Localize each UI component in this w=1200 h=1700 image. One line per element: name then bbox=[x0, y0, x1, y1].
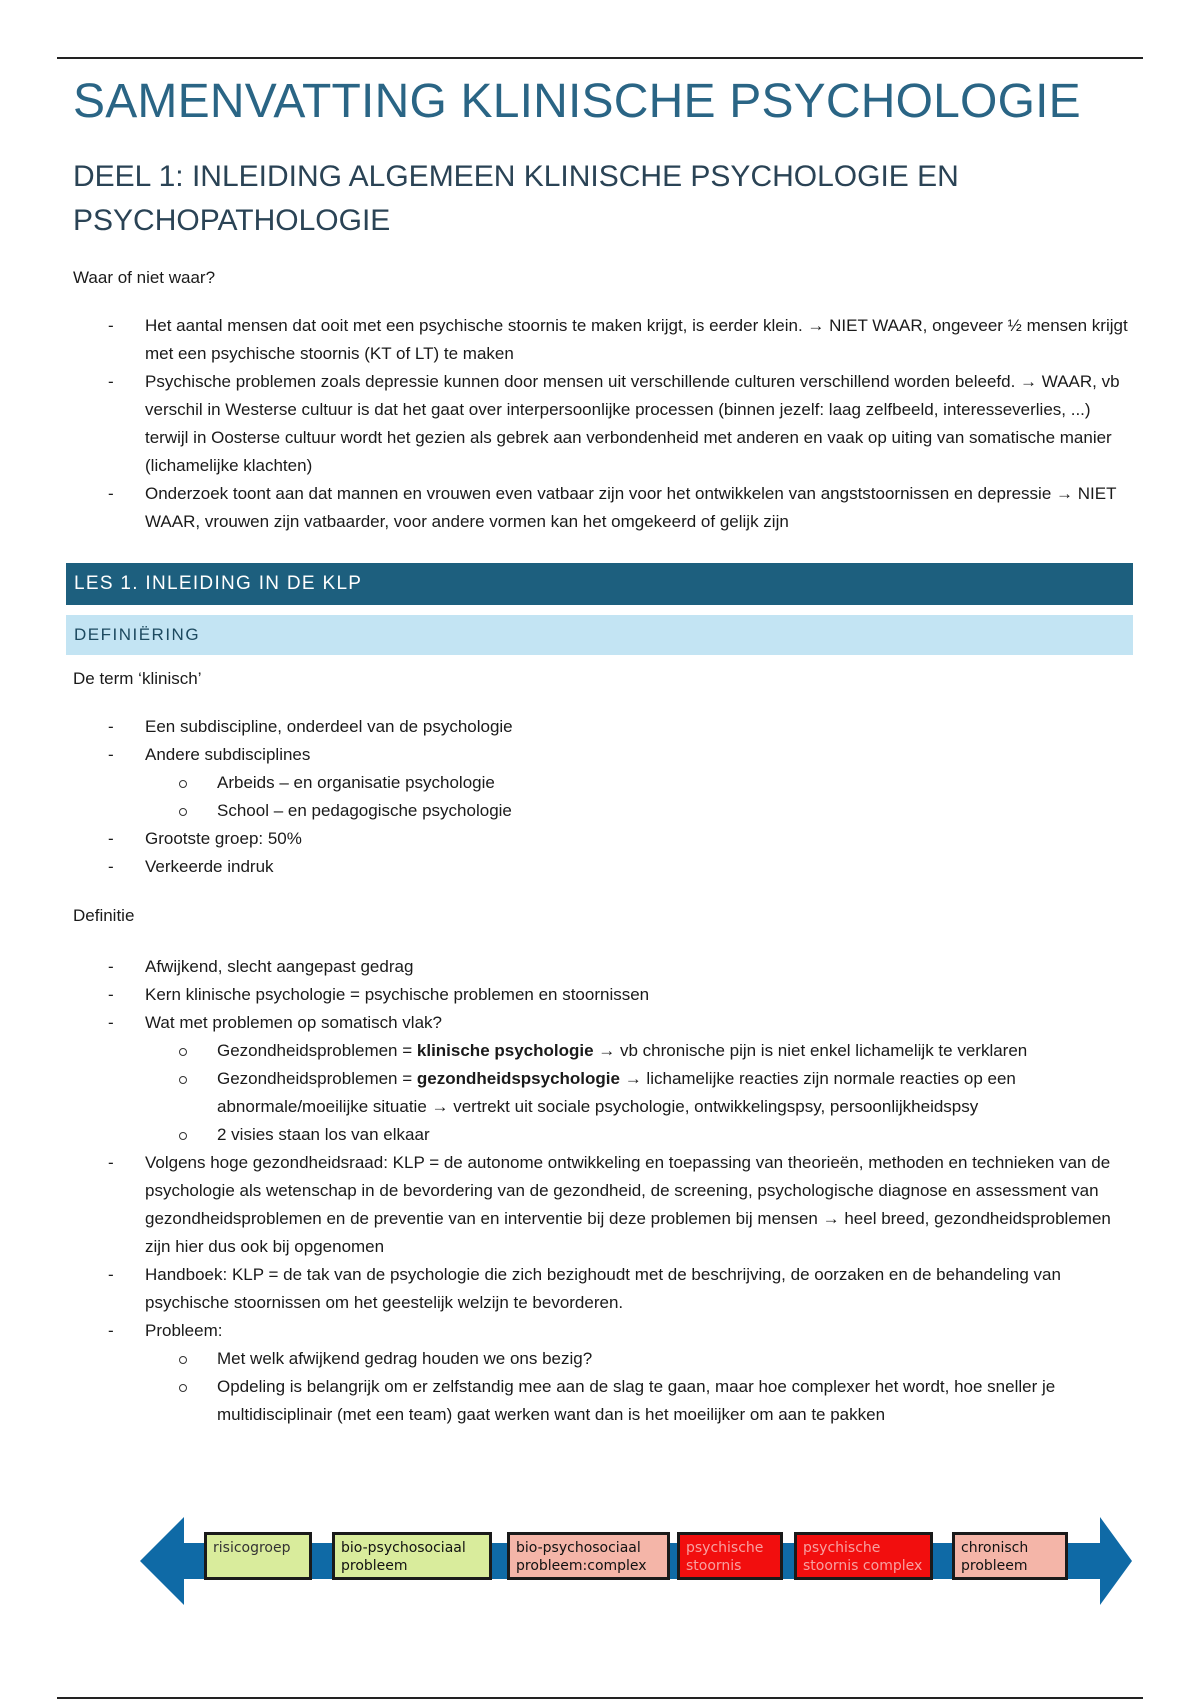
emphasis-text: klinische psychologie bbox=[416, 1041, 594, 1060]
document-title: SAMENVATTING KLINISCHE PSYCHOLOGIE bbox=[73, 75, 1081, 128]
list-item: - Verkeerde indruk bbox=[73, 853, 1133, 881]
sub-item-text: → lichamelijke reacties zijn normale reacties op een abnormale/moeilijke situatie → vertrekt uit sociale psychologie, ontwikkelingspsy, persoonlijkheidspsy bbox=[217, 1069, 1016, 1116]
continuum-diagram bbox=[140, 1515, 1135, 1607]
definitie-list bbox=[73, 953, 1133, 1429]
box-label: psychische stoornis complex bbox=[803, 1540, 923, 1574]
box-label: psychische stoornis bbox=[686, 1540, 764, 1574]
quiz-item: - Onderzoek toont aan dat mannen en vrouwen even vatbaar zijn voor het ontwikkelen van angststoornissen en depressie → NIET WAAR, vrouwen zijn vatbaarder, voor andere vormen kan het omgekeerd of gelijk zijn bbox=[73, 480, 1133, 536]
sub-list-item bbox=[145, 1037, 1133, 1065]
term-heading: De term ‘klinisch’ bbox=[73, 669, 202, 688]
list-item: - Grootste groep: 50% bbox=[73, 825, 1133, 853]
list-item: - Kern klinische psychologie = psychische problemen en stoornissen bbox=[73, 981, 1133, 1009]
continuum-box-psychische-stoornis bbox=[677, 1532, 783, 1580]
sub-list-item: 2 visies staan los van elkaar bbox=[145, 1121, 1133, 1149]
sub-item-text: Gezondheidsproblemen = bbox=[217, 1069, 417, 1088]
sub-list-item: Met welk afwijkend gedrag houden we ons bezig? bbox=[145, 1345, 1133, 1373]
list-item-text: Probleem: bbox=[145, 1321, 223, 1340]
list-item: - Handboek: KLP = de tak van de psychologie die zich bezighoudt met de beschrijving, de oorzaken en de behandeling van psychische stoornissen om het geestelijk welzijn te bevorderen. bbox=[73, 1261, 1133, 1317]
sub-list-item bbox=[145, 1065, 1133, 1121]
box-label: bio-psychosociaal probleem bbox=[341, 1540, 466, 1574]
sub-list-item: School – en pedagogische psychologie bbox=[145, 797, 1133, 825]
lesson-heading: LES 1. INLEIDING IN DE KLP bbox=[66, 563, 1133, 605]
quiz-item: - Psychische problemen zoals depressie kunnen door mensen uit verschillende culturen verschillend worden beleefd. → WAAR, vb verschil in Westerse cultuur is dat het gaat over interpersoonlijke processen (binnen jezelf: laag zelfbeeld, interesseverlies, ...) terwijl in Oosterse cultuur wordt het gezien als gebrek aan verbondenheid met anderen en vaak op uiting van somatische manier (lichamelijke klachten) bbox=[73, 368, 1133, 480]
continuum-box-psychische-stoornis-complex bbox=[794, 1532, 933, 1580]
emphasis-text: gezondheidspsychologie bbox=[416, 1069, 620, 1088]
continuum-box-risicogroep bbox=[204, 1532, 312, 1580]
list-item bbox=[73, 741, 1133, 825]
list-item-text: Andere subdisciplines bbox=[145, 745, 311, 764]
list-item bbox=[73, 1009, 1133, 1149]
continuum-box-bio-psychosociaal bbox=[332, 1532, 492, 1580]
list-item: - Afwijkend, slecht aangepast gedrag bbox=[73, 953, 1133, 981]
list-item bbox=[73, 1317, 1133, 1429]
continuum-box-chronisch-probleem bbox=[952, 1532, 1068, 1580]
section-heading-definiering: DEFINIËRING bbox=[66, 615, 1133, 655]
quiz-item: - Het aantal mensen dat ooit met een psychische stoornis te maken krijgt, is eerder klein. → NIET WAAR, ongeveer ½ mensen krijgt met een psychische stoornis (KT of LT) te maken bbox=[73, 312, 1133, 368]
quiz-list bbox=[73, 312, 1133, 536]
box-label: chronisch probleem bbox=[961, 1540, 1029, 1574]
sub-item-text: → vb chronische pijn is niet enkel lichamelijk te verklaren bbox=[593, 1041, 1028, 1060]
definitie-heading: Definitie bbox=[73, 906, 135, 925]
list-item: - Een subdiscipline, onderdeel van de psychologie bbox=[73, 713, 1133, 741]
sub-list-item: Arbeids – en organisatie psychologie bbox=[145, 769, 1133, 797]
continuum-box-bio-psychosociaal-complex bbox=[507, 1532, 670, 1580]
list-item-text: Wat met problemen op somatisch vlak? bbox=[145, 1013, 442, 1032]
box-label: bio-psychosociaal probleem:complex bbox=[516, 1540, 647, 1574]
term-list bbox=[73, 713, 1133, 881]
sub-list-item: Opdeling is belangrijk om er zelfstandig mee aan de slag te gaan, maar hoe complexer het wordt, hoe sneller je multidisciplinair (met een team) gaat werken want dan is het moeilijker om aan te pakken bbox=[145, 1373, 1133, 1429]
list-item: - Volgens hoge gezondheidsraad: KLP = de autonome ontwikkeling en toepassing van theorieën, methoden en technieken van de psychologie als wetenschap in de bevordering van de gezondheid, de screening, psychologische diagnose en assessment van gezondheidsproblemen en de preventie van en interventie bij deze problemen bij mensen → heel breed, gezondheidsproblemen zijn hier dus ook bij opgenomen bbox=[73, 1149, 1133, 1261]
part-heading: DEEL 1: INLEIDING ALGEMEEN KLINISCHE PSYCHOLOGIE EN PSYCHOPATHOLOGIE bbox=[73, 160, 959, 237]
sub-item-text: Gezondheidsproblemen = bbox=[217, 1041, 417, 1060]
box-label: risicogroep bbox=[213, 1540, 291, 1556]
bottom-rule bbox=[57, 1697, 1143, 1699]
top-rule bbox=[57, 57, 1143, 59]
quiz-question: Waar of niet waar? bbox=[73, 268, 216, 287]
